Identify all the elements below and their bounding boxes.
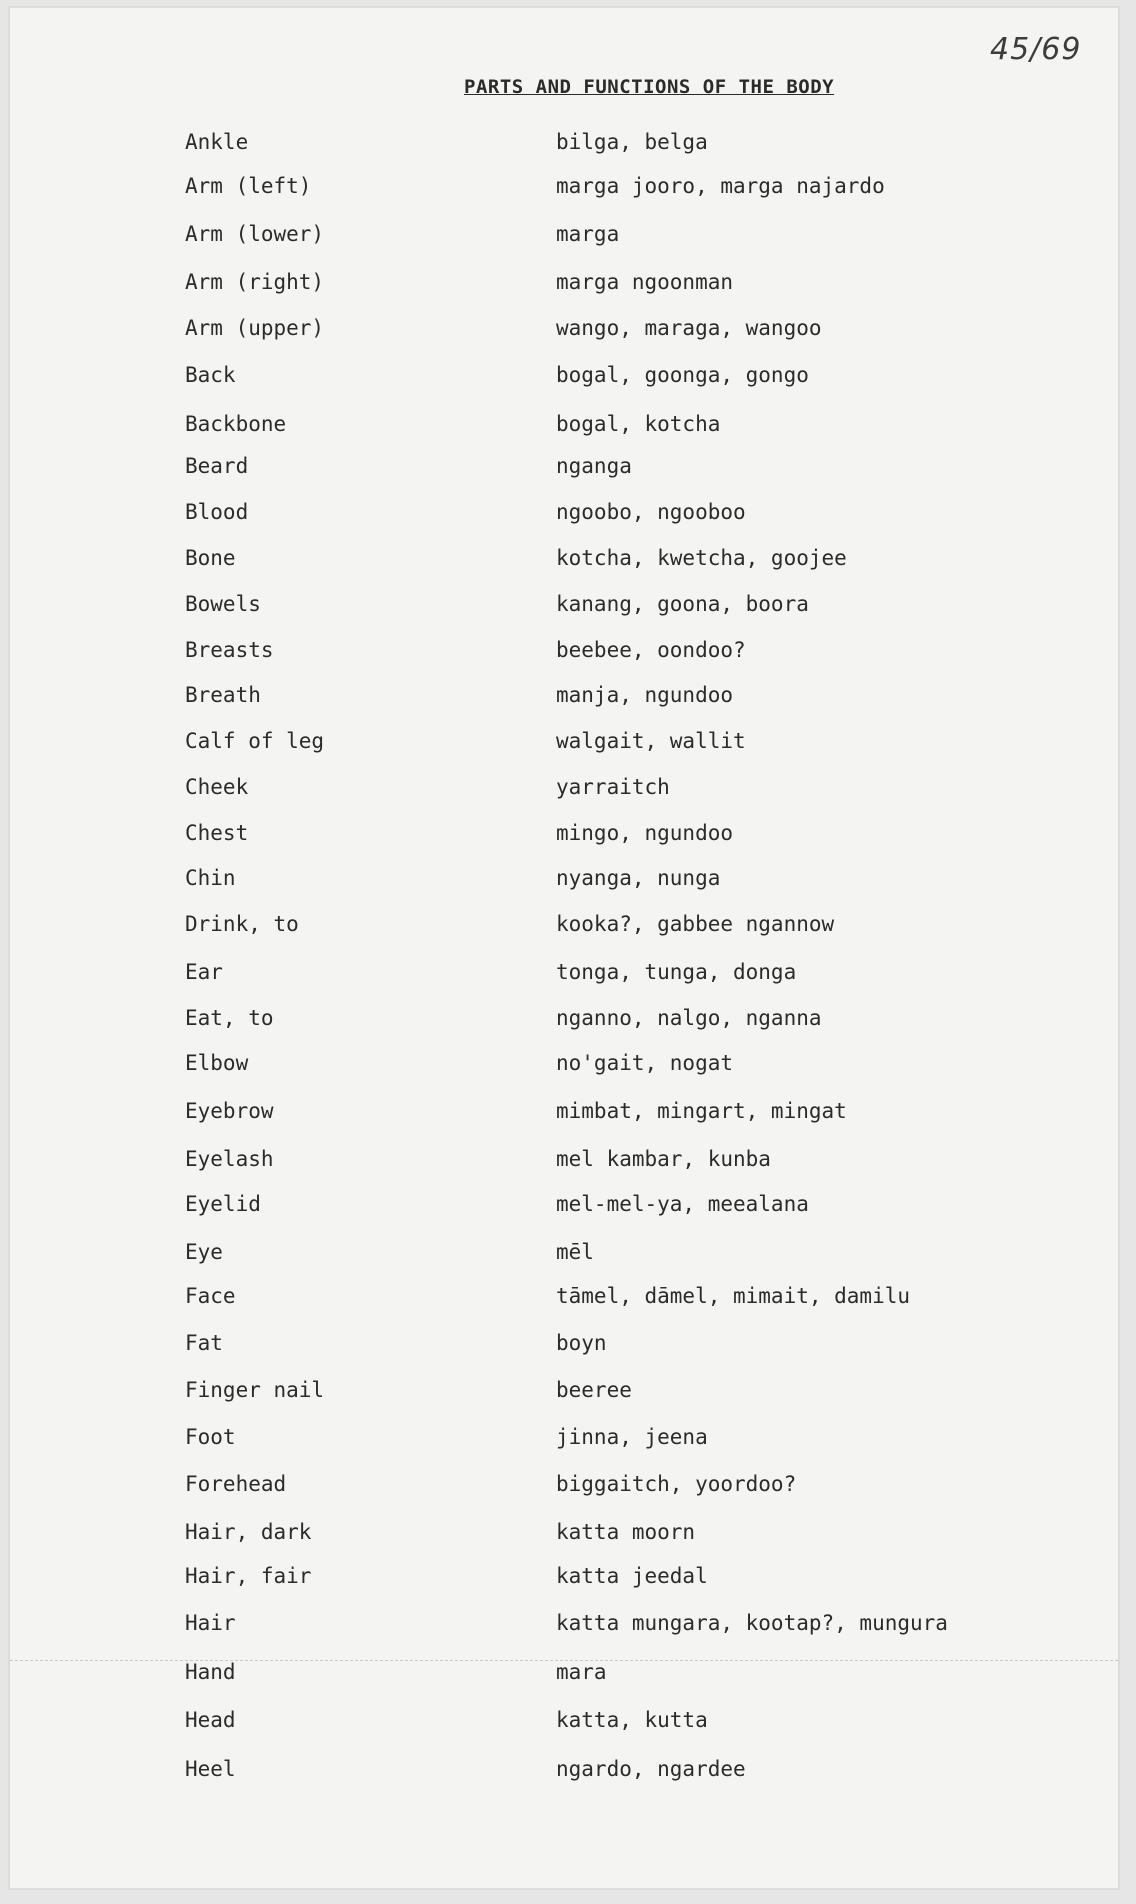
aboriginal-translation: marga [556, 222, 620, 246]
vocabulary-row [10, 1144, 1118, 1174]
english-term: Drink, to [185, 912, 299, 936]
english-term: Eye [185, 1240, 223, 1264]
vocabulary-row [10, 267, 1118, 297]
aboriginal-translation: marga jooro, marga najardo [556, 174, 885, 198]
aboriginal-translation: ngardo, ngardee [556, 1757, 746, 1781]
vocabulary-row [10, 1375, 1118, 1405]
aboriginal-translation: katta jeedal [556, 1564, 708, 1588]
aboriginal-translation: yarraitch [556, 775, 670, 799]
vocabulary-row [10, 680, 1118, 710]
aboriginal-translation: walgait, wallit [556, 729, 746, 753]
english-term: Face [185, 1284, 236, 1308]
english-term: Forehead [185, 1472, 287, 1496]
vocabulary-row [10, 1657, 1118, 1687]
vocabulary-row [10, 171, 1118, 201]
vocabulary-row [10, 313, 1118, 343]
english-term: Eat, to [185, 1006, 274, 1030]
english-term: Hair [185, 1611, 236, 1635]
vocabulary-row [10, 1237, 1118, 1267]
english-term: Ankle [185, 130, 249, 154]
english-term: Heel [185, 1757, 236, 1781]
vocabulary-row [10, 1705, 1118, 1735]
vocabulary-row [10, 1096, 1118, 1126]
english-term: Arm (upper) [185, 316, 325, 340]
english-term: Head [185, 1708, 236, 1732]
english-term: Elbow [185, 1051, 249, 1075]
english-term: Fat [185, 1331, 223, 1355]
english-term: Eyelid [185, 1192, 261, 1216]
english-term: Arm (lower) [185, 222, 325, 246]
aboriginal-translation: mingo, ngundoo [556, 821, 734, 845]
aboriginal-translation: ngoobo, ngooboo [556, 500, 746, 524]
vocabulary-row [10, 497, 1118, 527]
english-term: Eyelash [185, 1147, 274, 1171]
vocabulary-row [10, 589, 1118, 619]
english-term: Ear [185, 960, 223, 984]
english-term: Bone [185, 546, 236, 570]
aboriginal-translation: beebee, oondoo? [556, 638, 746, 662]
english-term: Foot [185, 1425, 236, 1449]
english-term: Backbone [185, 412, 287, 436]
english-term: Beard [185, 454, 249, 478]
vocabulary-row [10, 635, 1118, 665]
aboriginal-translation: bilga, belga [556, 130, 708, 154]
aboriginal-translation: nganno, nalgo, nganna [556, 1006, 822, 1030]
english-term: Breasts [185, 638, 274, 662]
aboriginal-translation: beeree [556, 1378, 632, 1402]
vocabulary-row [10, 360, 1118, 390]
aboriginal-translation: mēl [556, 1240, 594, 1264]
english-term: Chest [185, 821, 249, 845]
vocabulary-row [10, 1003, 1118, 1033]
aboriginal-translation: manja, ngundoo [556, 683, 734, 707]
vocabulary-row [10, 1189, 1118, 1219]
vocabulary-row [10, 1281, 1118, 1311]
aboriginal-translation: boyn [556, 1331, 607, 1355]
vocabulary-row [10, 957, 1118, 987]
vocabulary-row [10, 818, 1118, 848]
vocabulary-row [10, 1608, 1118, 1638]
aboriginal-translation: no'gait, nogat [556, 1051, 734, 1075]
aboriginal-translation: mara [556, 1660, 607, 1684]
aboriginal-translation: wango, maraga, wangoo [556, 316, 822, 340]
english-term: Chin [185, 866, 236, 890]
vocabulary-row [10, 909, 1118, 939]
aboriginal-translation: katta moorn [556, 1520, 696, 1544]
aboriginal-translation: mel kambar, kunba [556, 1147, 771, 1171]
vocabulary-row [10, 863, 1118, 893]
english-term: Hand [185, 1660, 236, 1684]
vocabulary-row [10, 543, 1118, 573]
aboriginal-translation: kotcha, kwetcha, goojee [556, 546, 847, 570]
vocabulary-row [10, 219, 1118, 249]
english-term: Eyebrow [185, 1099, 274, 1123]
aboriginal-translation: nganga [556, 454, 632, 478]
page-number: 45/69 [990, 32, 1082, 67]
aboriginal-translation: bogal, goonga, gongo [556, 363, 809, 387]
aboriginal-translation: tāmel, dāmel, mimait, damilu [556, 1284, 911, 1308]
english-term: Hair, fair [185, 1564, 312, 1588]
aboriginal-translation: mimbat, mingart, mingat [556, 1099, 847, 1123]
english-term: Calf of leg [185, 729, 325, 753]
vocabulary-row [10, 409, 1118, 439]
aboriginal-translation: kooka?, gabbee ngannow [556, 912, 835, 936]
english-term: Bowels [185, 592, 261, 616]
aboriginal-translation: nyanga, nunga [556, 866, 721, 890]
english-term: Hair, dark [185, 1520, 312, 1544]
vocabulary-row [10, 127, 1118, 157]
vocabulary-row [10, 772, 1118, 802]
vocabulary-list [10, 8, 1118, 1888]
english-term: Arm (right) [185, 270, 325, 294]
aboriginal-translation: biggaitch, yoordoo? [556, 1472, 797, 1496]
aboriginal-translation: katta mungara, kootap?, mungura [556, 1611, 948, 1635]
aboriginal-translation: tonga, tunga, donga [556, 960, 797, 984]
vocabulary-row [10, 1422, 1118, 1452]
vocabulary-row [10, 1328, 1118, 1358]
aboriginal-translation: marga ngoonman [556, 270, 734, 294]
vocabulary-row [10, 451, 1118, 481]
document-page [8, 6, 1120, 1890]
vocabulary-row [10, 726, 1118, 756]
english-term: Arm (left) [185, 174, 312, 198]
vocabulary-row [10, 1517, 1118, 1547]
aboriginal-translation: jinna, jeena [556, 1425, 708, 1449]
aboriginal-translation: mel-mel-ya, meealana [556, 1192, 809, 1216]
vocabulary-row [10, 1561, 1118, 1591]
english-term: Back [185, 363, 236, 387]
aboriginal-translation: katta, kutta [556, 1708, 708, 1732]
english-term: Blood [185, 500, 249, 524]
vocabulary-row [10, 1048, 1118, 1078]
aboriginal-translation: kanang, goona, boora [556, 592, 809, 616]
aboriginal-translation: bogal, kotcha [556, 412, 721, 436]
vocabulary-row [10, 1754, 1118, 1784]
english-term: Cheek [185, 775, 249, 799]
page-title: PARTS AND FUNCTIONS OF THE BODY [464, 76, 835, 98]
vocabulary-row [10, 1469, 1118, 1499]
english-term: Breath [185, 683, 261, 707]
english-term: Finger nail [185, 1378, 325, 1402]
